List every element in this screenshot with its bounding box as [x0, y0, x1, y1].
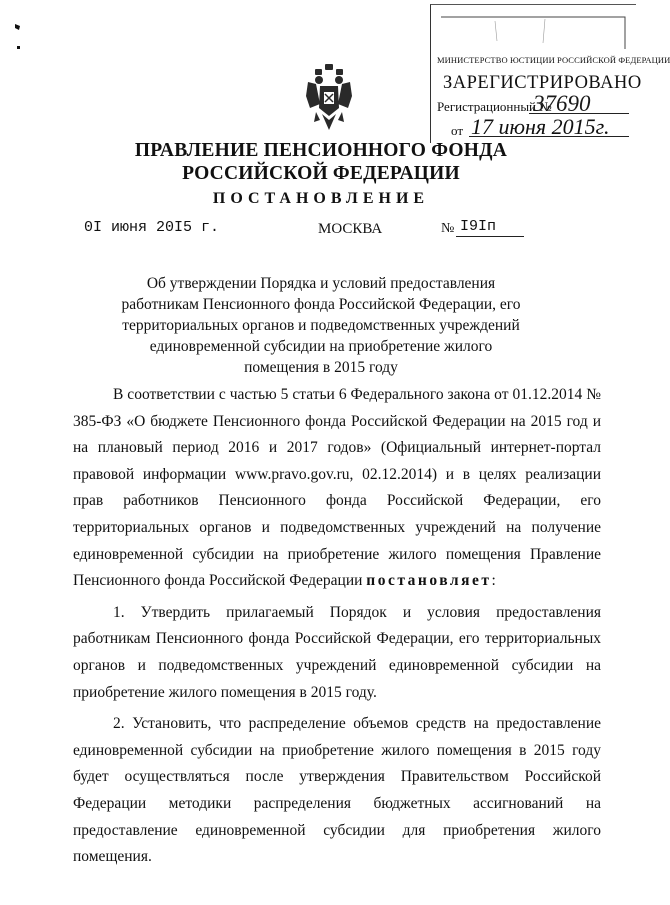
- stamp-reg-date: 17 июня 2015г.: [471, 114, 610, 139]
- stamp-from-label: от: [451, 123, 464, 138]
- document-city: МОСКВА: [318, 221, 383, 237]
- document-number-underline: [456, 236, 524, 237]
- stamp-reg-number-label: Регистрационный №: [437, 99, 552, 114]
- scan-mark-icon: [13, 22, 23, 52]
- stamp-reg-number: 37690: [533, 91, 591, 116]
- document-body: [73, 382, 601, 871]
- decree-word: постановляет: [366, 572, 492, 590]
- stamp-ministry: МИНИСТЕРСТВО ЮСТИЦИИ РОССИЙСКОЙ ФЕДЕРАЦИИ: [437, 55, 670, 65]
- organization-name: ПРАВЛЕНИЕ ПЕНСИОННОГО ФОНДА РОССИЙСКОЙ ФЕДЕРАЦИИ: [134, 140, 508, 184]
- preamble-text: В соответствии с частью 5 статьи 6 Федерального закона от 01.12.2014 № 385-ФЗ «О бюджете Пенсионного фонда Российской Федерации на 2015 год и на плановый период 2016 и 2017 годов» (Официальный интернет-портал правовой информации www.pravo.gov.ru, 02.12.2014) и в целях реализации прав работников Пенсионного фонда Российской Федерации, его территориальных органов и подведомственных учреждений на получение единовременной субсидии на приобретение жилого помещения Правление Пенсионного фонда Российской Федерации: [73, 386, 601, 590]
- registration-stamp: [430, 4, 670, 143]
- stamp-registered: ЗАРЕГИСТРИРОВАНО: [443, 73, 642, 93]
- document-date: 0I июня 20I5 г.: [84, 219, 220, 236]
- stamp-border-decoration: [435, 11, 631, 51]
- item-2-paragraph: 2. Установить, что распределение объемов средств на предоставление единовременной субсидии на приобретение жилого помещения в 2015 году будет осуществляться после утверждения Правительством Российской Федерации методики распределения бюджетных ассигнований на предоставление единовременной субсидии для приобретения жилого помещения.: [73, 715, 601, 866]
- document-number: I9Iп: [460, 218, 497, 235]
- preamble-paragraph: [73, 382, 601, 595]
- document-title: Об утверждении Порядка и условий предоставления работникам Пенсионного фонда Российской Федерации, его территориальных органов и подведомственных учреждений единовременной субсидии на приобретение жилого помещения в 2015 году: [121, 275, 521, 376]
- document-number-label: №: [441, 221, 455, 236]
- document-type: ПОСТАНОВЛЕНИЕ: [212, 190, 430, 207]
- stamp-reg-date-underline: [469, 136, 629, 137]
- item-1-paragraph: 1. Утвердить прилагаемый Порядок и условия предоставления работникам Пенсионного фонда Российской Федерации, его территориальных органов и подведомственных учреждений единовременной субсидии на приобретение жилого помещения в 2015 году.: [73, 603, 601, 701]
- decree-colon: :: [491, 572, 496, 590]
- coat-of-arms-icon: [304, 64, 354, 132]
